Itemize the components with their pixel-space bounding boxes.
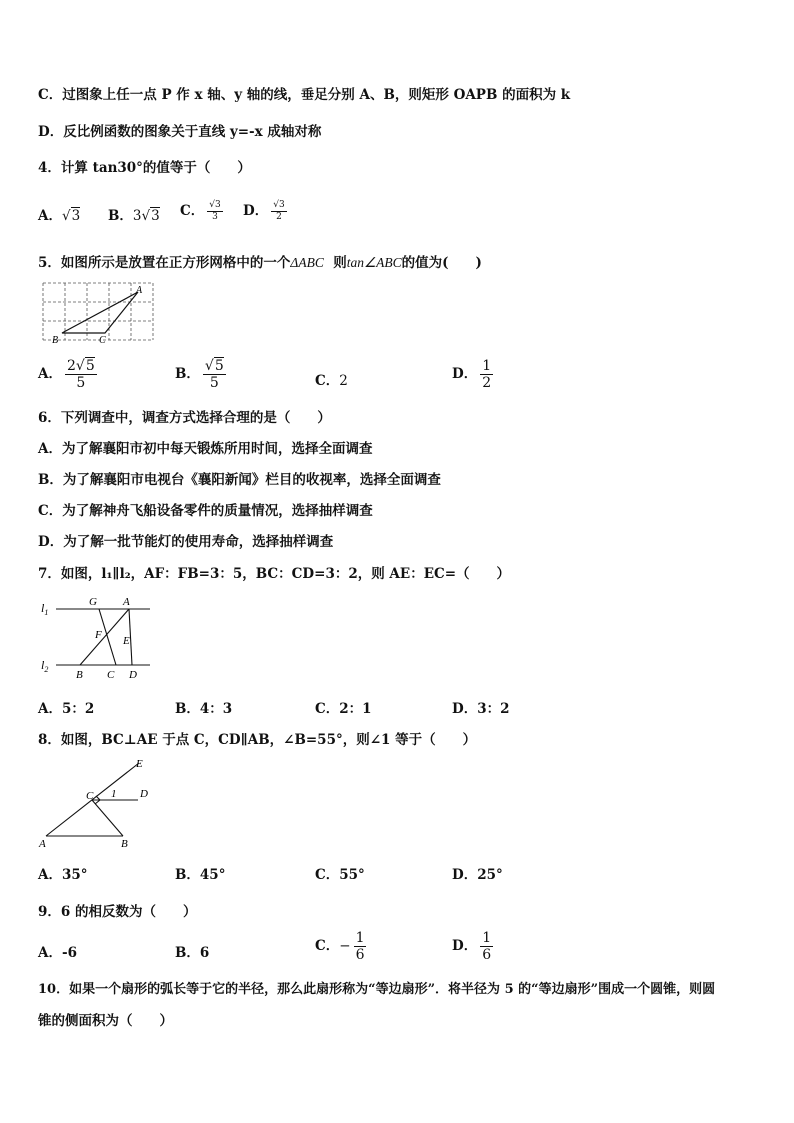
q5-option-d: D． $\frac{1}{2}$ [452, 358, 492, 391]
q6-option-d: D．为了解一批节能灯的使用寿命，选择抽样调查 [38, 534, 334, 550]
fig7-label-l1: $l_1$ [41, 601, 49, 617]
q5-option-a: A． $\frac{2√5}{5}$ [38, 358, 95, 391]
q10-stem-line1: 10．如果一个扇形的弧长等于它的半径，那么此扇形称为“等边扇形”．将半径为 5 的“等边扇形”围成一个圆锥，则圆 [38, 982, 716, 997]
q4-stem: 4．计算 tan30°的值等于（ ） [38, 160, 251, 176]
fig7-label-g: G [89, 596, 97, 608]
fig7-label-a: A [123, 596, 130, 608]
q3-option-d: D．反比例函数的图象关于直线 y=-x 成轴对称 [38, 124, 322, 140]
fig5-label-c: C [99, 335, 106, 346]
fig8-label-d: D [140, 788, 148, 800]
q7-option-d: D．3：2 [452, 701, 510, 717]
q7-figure [38, 592, 153, 684]
q9-option-a: A．-6 [38, 945, 77, 961]
q6-option-c: C．为了解神舟飞船设备零件的质量情况，选择抽样调查 [38, 503, 373, 519]
q5-grid-figure [40, 280, 158, 348]
q4-option-b: B．3√3 [108, 208, 160, 224]
q5-option-c: C．2 [315, 373, 348, 389]
fig5-label-a: A [136, 285, 143, 296]
q8-stem: 8．如图，BC⊥AE 于点 C，CD∥AB，∠B=55°，则∠1 等于（ ） [38, 732, 477, 748]
fig7-label-f: F [95, 629, 102, 641]
q4-option-d: D． $\frac{√3}{2}$ [243, 200, 285, 222]
q5-stem: 5．如图所示是放置在正方形网格中的一个ΔABC 则tan∠ABC的值为( ) [38, 255, 482, 271]
q8-option-c: C．55° [315, 867, 365, 883]
q6-stem: 6．下列调查中，调查方式选择合理的是（ ） [38, 410, 331, 426]
q6-option-b: B．为了解襄阳市电视台《襄阳新闻》栏目的收视率，选择全面调查 [38, 472, 441, 488]
q7-option-b: B．4：3 [175, 701, 233, 717]
fig8-label-e: E [136, 758, 143, 770]
q9-option-c: C．− $\frac{1}{6}$ [315, 930, 365, 963]
q6-option-a: A．为了解襄阳市初中每天锻炼所用时间，选择全面调查 [38, 441, 373, 457]
fig5-label-b: B [52, 335, 59, 346]
q5-option-b: B． $\frac{√5}{5}$ [175, 358, 224, 391]
q8-option-a: A．35° [38, 867, 88, 883]
fig8-label-1: 1 [111, 788, 117, 800]
q9-option-d: D． $\frac{1}{6}$ [452, 930, 492, 963]
fig8-label-a: A [39, 838, 46, 850]
fig7-label-b: B [76, 669, 83, 681]
fig7-label-d: D [129, 669, 137, 681]
q7-option-a: A．5：2 [38, 701, 95, 717]
fig8-label-c: C [86, 790, 94, 802]
q7-stem: 7．如图，l₁∥l₂，AF：FB=3：5，BC：CD=3：2，则 AE：EC=（ ） [38, 566, 511, 582]
q4-option-a: A．√3 [38, 208, 81, 224]
q9-option-b: B．6 [175, 945, 210, 961]
q8-option-d: D．25° [452, 867, 503, 883]
fig7-label-c: C [107, 669, 115, 681]
q3-option-c: C．过图象上任一点 P 作 x 轴、y 轴的线，垂足分别 A、B，则矩形 OAPB 的面积为 k [38, 87, 571, 103]
fig7-label-l2: $l_2$ [41, 658, 49, 674]
q7-option-c: C．2：1 [315, 701, 372, 717]
q8-option-b: B．45° [175, 867, 226, 883]
q10-stem-line2: 锥的侧面积为（ ） [38, 1013, 173, 1029]
q9-stem: 9．6 的相反数为（ ） [38, 904, 197, 920]
fig7-label-e: E [123, 635, 130, 647]
q4-option-c: C． $\frac{√3}{3}$ [180, 200, 221, 222]
q8-figure [36, 755, 161, 853]
triangle-abc [62, 292, 138, 333]
fig8-label-b: B [121, 838, 128, 850]
